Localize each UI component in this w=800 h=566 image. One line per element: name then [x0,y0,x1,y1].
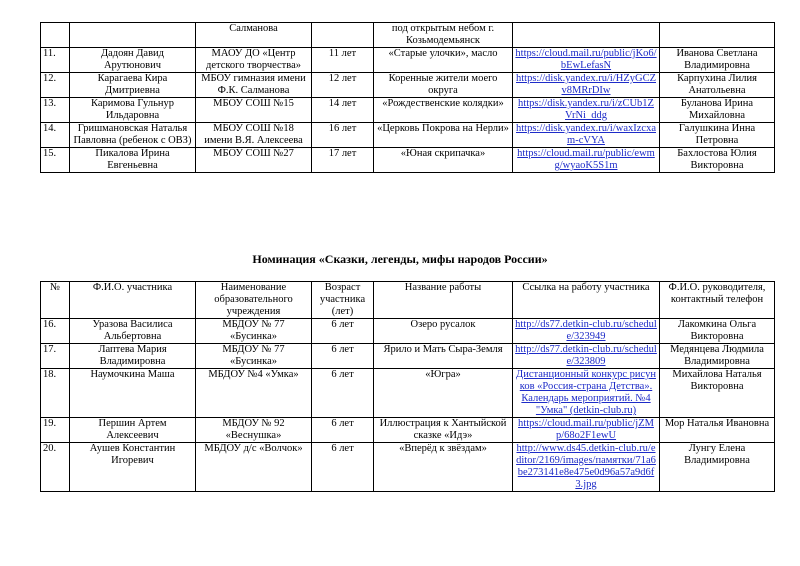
cell-age: 6 лет [312,344,374,369]
cell-leader [660,23,775,48]
header-work: Название работы [374,282,513,319]
cell-name [70,23,196,48]
work-link[interactable]: Дистанционный конкурс рисунков «Россия-страна Детства». Календарь мероприятий. №4 "Умка" (detkin-club.ru) [513,369,660,418]
cell-num: 11. [41,48,70,73]
cell-num: 15. [41,148,70,173]
nomination-heading: Номинация «Сказки, легенды, мифы народов России» [252,252,548,266]
cell-num: 16. [41,319,70,344]
table-row [41,418,775,443]
cell-name: Аушев Константин Игоревич [70,443,196,492]
cell-age: 6 лет [312,418,374,443]
cell-name: Лаптева Мария Владимировна [70,344,196,369]
cell-num: 17. [41,344,70,369]
cell-org: МБДОУ № 77 «Бусинка» [196,319,312,344]
cell-work: «Югра» [374,369,513,418]
cell-org: МАОУ ДО «Центр детского творчества» [196,48,312,73]
cell-name: Уразова Василиса Альбертовна [70,319,196,344]
cell-age: 6 лет [312,443,374,492]
header-name: Ф.И.О. участника [70,282,196,319]
cell-age: 16 лет [312,123,374,148]
cell-num: 13. [41,98,70,123]
cell-leader: Галушкина Инна Петровна [660,123,775,148]
header-link: Ссылка на работу участника [513,282,660,319]
work-link[interactable] [513,23,660,48]
cell-leader: Иванова Светлана Владимировна [660,48,775,73]
cell-work: «Старые улочки», масло [374,48,513,73]
table-row [41,148,775,173]
cell-work: «Юная скрипачка» [374,148,513,173]
cell-age: 12 лет [312,73,374,98]
table-row [41,98,775,123]
participants-table-continued [40,22,775,173]
cell-num: 20. [41,443,70,492]
cell-org: МБОУ гимназия имени Ф.К. Салманова [196,73,312,98]
cell-org: МБДОУ № 77 «Бусинка» [196,344,312,369]
work-link[interactable]: https://cloud.mail.ru/public/jKo6/bEwLefasN [513,48,660,73]
header-num: № [41,282,70,319]
cell-leader: Карпухина Лилия Анатольевна [660,73,775,98]
cell-num: 18. [41,369,70,418]
cell-num [41,23,70,48]
cell-age: 17 лет [312,148,374,173]
cell-work: Иллюстрация к Хантыйской сказке «Идэ» [374,418,513,443]
cell-work: Озеро русалок [374,319,513,344]
work-link[interactable]: https://cloud.mail.ru/public/jZMp/68o2F1ewU [513,418,660,443]
cell-name: Карагаева Кира Дмитриевна [70,73,196,98]
table-row [41,319,775,344]
work-link[interactable]: http://www.ds45.detkin-club.ru/editor/2169/images/памятки/71a6be273141e8e475e0d96a57a9d6f3.jpg [513,443,660,492]
cell-name: Пикалова Ирина Евгеньевна [70,148,196,173]
work-link[interactable]: https://cloud.mail.ru/public/ewmg/wyaoK5S1m [513,148,660,173]
cell-org: МБДОУ № 92 «Веснушка» [196,418,312,443]
work-link[interactable]: https://disk.yandex.ru/i/zCUb1ZVrNi_ddg [513,98,660,123]
header-age: Возраст участника (лет) [312,282,374,319]
header-leader: Ф.И.О. руководителя, контактный телефон [660,282,775,319]
cell-org: МБОУ СОШ №27 [196,148,312,173]
cell-leader: Лунгу Елена Владимировна [660,443,775,492]
cell-num: 14. [41,123,70,148]
work-link[interactable]: http://ds77.detkin-club.ru/schedule/323949 [513,319,660,344]
table-row [41,73,775,98]
cell-work: «Вперёд к звёздам» [374,443,513,492]
cell-name: Каримова Гульнур Ильдаровна [70,98,196,123]
cell-leader: Медянцева Людмила Владимировна [660,344,775,369]
cell-org: Салманова [196,23,312,48]
table-row [41,23,775,48]
cell-name: Гришмановская Наталья Павловна (ребенок с ОВЗ) [70,123,196,148]
nomination-table [40,281,775,492]
cell-leader: Мор Наталья Ивановна [660,418,775,443]
cell-age [312,23,374,48]
cell-work: Ярило и Мать Сыра-Земля [374,344,513,369]
table-header-row [41,282,775,319]
cell-name: Першин Артем Алексеевич [70,418,196,443]
cell-work: под открытым небом г. Козьмодемьянск [374,23,513,48]
cell-leader: Бахлостова Юлия Викторовна [660,148,775,173]
table-row [41,369,775,418]
cell-num: 12. [41,73,70,98]
cell-work: «Церковь Покрова на Нерли» [374,123,513,148]
table-row [41,344,775,369]
work-link[interactable]: http://ds77.detkin-club.ru/schedule/323809 [513,344,660,369]
cell-org: МБОУ СОШ №15 [196,98,312,123]
table-row [41,48,775,73]
cell-leader: Лакомкина Ольга Викторовна [660,319,775,344]
table-row [41,443,775,492]
work-link[interactable]: https://disk.yandex.ru/i/waxIzcxam-cVYA [513,123,660,148]
cell-name: Наумочкина Маша [70,369,196,418]
cell-age: 6 лет [312,319,374,344]
cell-work: «Рождественские колядки» [374,98,513,123]
cell-name: Дадоян Давид Арутюнович [70,48,196,73]
cell-num: 19. [41,418,70,443]
cell-age: 11 лет [312,48,374,73]
cell-org: МБДОУ д/с «Волчок» [196,443,312,492]
header-org: Наименование образовательного учреждения [196,282,312,319]
table-row [41,123,775,148]
cell-leader: Буланова Ирина Михайловна [660,98,775,123]
work-link[interactable]: https://disk.yandex.ru/i/HZyGCZv8MRrDIw [513,73,660,98]
cell-leader: Михайлова Наталья Викторовна [660,369,775,418]
cell-age: 14 лет [312,98,374,123]
cell-org: МБДОУ №4 «Умка» [196,369,312,418]
cell-org: МБОУ СОШ №18 имени В.Я. Алексеева [196,123,312,148]
cell-age: 6 лет [312,369,374,418]
cell-work: Коренные жители моего округа [374,73,513,98]
